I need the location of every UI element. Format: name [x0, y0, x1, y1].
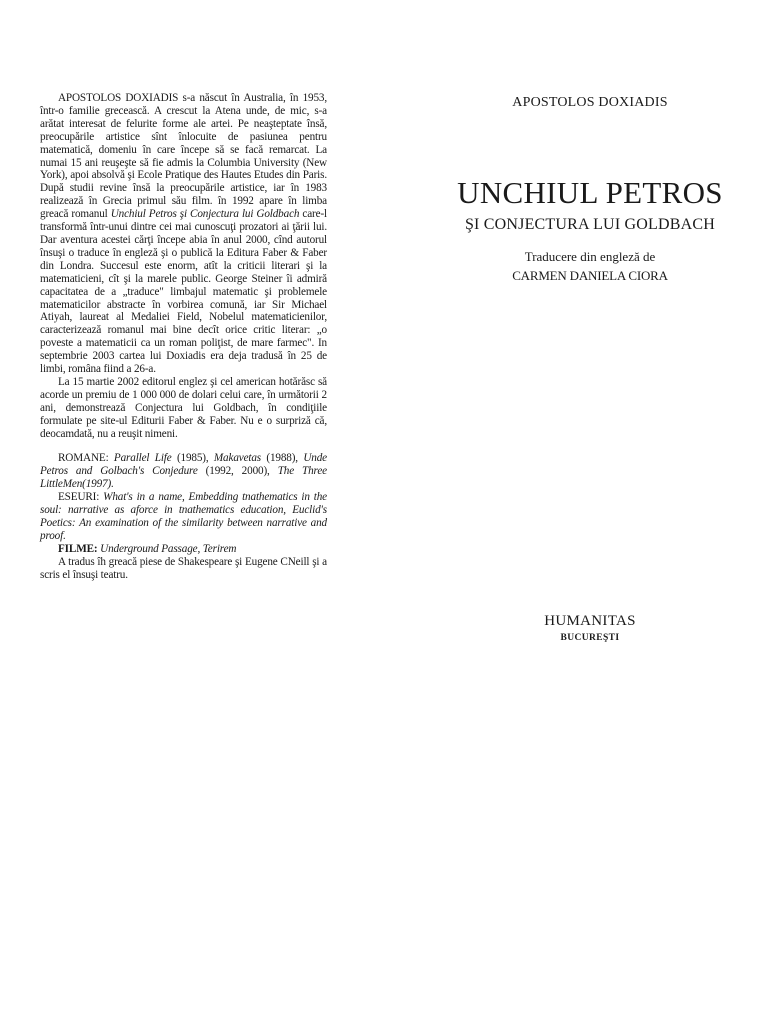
novels-entry: ROMANE: Parallel Life (1985), Makavetas (1988), Unde Petros and Golbach's Conjedure (1992, 2000), The Three LittleMen(1997). [40, 452, 327, 491]
author-biography [40, 92, 327, 376]
bio-text-continued: care-l transformă într-unui dintre cei mai cunoscuţi prozatori ai ţării lui. Dar aventura acestei cărţi începe abia în anul 2000, cînd autorul însuşi o traduce în engleză şi o publică la Editura Faber & Faber din Londra. Succesul este enorm, atît la criticii literari şi la matematicieni, cît şi la marele public. George Steiner îi admiră capacitatea de a „traduce" limbajul matematic şi problemele matematicilor abstracte în vorbirea comună, iar Sir Michael Atiyah, laureat al Medaliei Field, Nobelul matematicienilor, caracterizează romanul mai bine decît orice critic literar: „o poveste a matematicii ca un roman poliţist, de mare farmec". In septembrie 2003 cartea lui Doxiadis era deja tradusă în 25 de limbi, româna fiind a 26-a. [40, 208, 327, 376]
bio-text: APOSTOLOS DOXIADIS s-a născut în Australia, în 1953, într-o familie grecească. A crescut la Atena unde, de mic, s-a arătat interesat de felurite forme ale artei. Pe neaşteptate însă, preocupările artistice sînt înlocuite de pasiunea pentru matematică, domeniu în care începe să se facă remarcat. La numai 15 ani reuşeşte să fie admis la Columbia University (New York), apoi absolvă şi Ecole Pratique des Hautes Etudes din Paris. După studii revine însă la preocupările artistice, iar în 1983 realizează în Grecia primul său film. în 1992 apare în limba greacă romanul [40, 92, 327, 221]
author-name: APOSTOLOS DOXIADIS [512, 95, 668, 110]
book-title: UNCHIUL PETROS [457, 175, 723, 210]
bio-book-title: Unchiul Petros şi Conjectura lui Goldbach [110, 208, 300, 221]
works-list [40, 452, 327, 581]
back-cover-text [40, 92, 327, 582]
essays-entry: ESEURI: What's in a name, Embedding tnathematics in the soul: narrative as aforce in tnathematics education, Euclid's Poetics: An examination of the similarity between narrative and proof. [40, 491, 327, 542]
book-subtitle: ŞI CONJECTURA LUI GOLDBACH [464, 216, 716, 233]
publisher-city: BUCUREŞTI [560, 633, 620, 643]
theatre-entry: A tradus îh greacă piese de Shakespeare şi Eugene CNeill şi a scris el însuşi teatru. [40, 555, 327, 581]
prize-paragraph: La 15 martie 2002 editorul englez şi cel american hotărăsc să acorde un premiu de 1 000 000 de dolari celui care, în următorii 2 ani, demonstrează Conjectura lui Goldbach, în condiţiile formulate pe site-ul Editurii Faber & Faber. Nu e o surpriză că, deocamdată, nu a reuşit nimeni. [40, 375, 327, 440]
translator-name: CARMEN DANIELA CIORA [512, 268, 668, 283]
publisher-name: HUMANITAS [544, 613, 636, 629]
films-entry: FILME: Underground Passage, Terirem [58, 542, 237, 555]
translation-credit-label: Traducere din engleză de [524, 249, 656, 264]
